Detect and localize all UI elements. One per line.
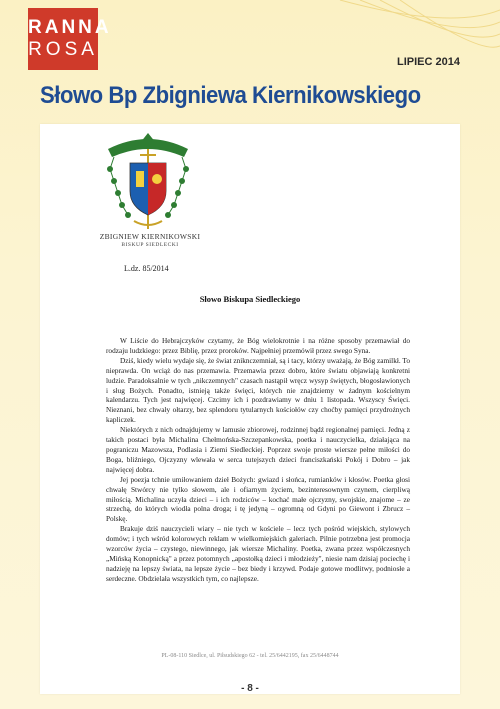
sender-role: BISKUP SIEDLECKI <box>121 242 179 248</box>
letter-body <box>106 336 410 584</box>
letter-paragraph: Dziś, kiedy wielu wydaje się, że świat zniknczemniał, są i tacy, którzy uważają, że Bóg zamilkł. To nieprawda. On wciąż do nas przemawia. Przemawia przez dobro, które światu objawiają konkretni ludzie. Paradoksalnie w tych „nikczemnych" czasach nastąpił wręcz wysyp świętych, błogosławionych i sług Bożych. Ponadto, istnieją także święci, których nie znajdziemy w żadnym kościelnym kalendarzu. Tych jest najwięcej. Czcimy ich i pozdrawiamy w dniu 1 listopada. Wszyscy Święci. Nieznani, bez chwały ołtarzy, bez splendoru tytularnych kościołów czy choćby pamięci przydrożnych kapliczek. <box>106 355 410 425</box>
article-title: Słowo Bp Zbigniewa Kiernikowskiego <box>40 82 421 109</box>
letter-document <box>40 124 460 694</box>
letter-paragraph: Jej poezja tchnie umiłowaniem dzieł Bożych: gwiazd i słońca, rumianków i kłosów. Poetka głosi chwałę Stwórcy nie tylko słowem, ale i ofiarnym życiem, bezinteresownym czynem, cierpliwą miłością. Michalina uczyła dzieci – i ich rodziców – kochać małe ojczyzny, swojskie, znajome – ze strzechą, do których wiodła polna droga; i tę jedyną – ogromną od Gdyni po Giewont i Zbrucz – Polskę. <box>106 474 410 524</box>
logo-line-1: RANNA <box>28 17 112 38</box>
reference-number: L.dz. 85/2014 <box>124 264 169 273</box>
letter-paragraph: Niektórych z nich odnajdujemy w lamusie zbiorowej, rodzinnej bądź regionalnej pamięci. Jedną z takich postaci była Michalina Chełmońska-Szczepankowska, poetka i nauczycielka, działająca na pograniczu Mazowsza, Podlasia i Ziemi Siedleckiej. Poprzez swoje proste wiersze pełne miłości do Boga, bliźniego, Ojczyzny wlewała w serca tutejszych dzieci franciszkański Pokój i Dobro – jak najwięcej dobra. <box>106 425 410 474</box>
letter-heading: Słowo Biskupa Siedleckiego <box>199 294 301 304</box>
letter-footer-address: PL-08-110 Siedlce, ul. Piłsudskiego 62 - tel. 25/6442195, fax 25/6448744 <box>161 653 339 659</box>
page-number: - 8 - <box>241 683 259 694</box>
sender-name: ZBIGNIEW KIERNIKOWSKI <box>99 232 201 241</box>
letter-paragraph: Brakuje dziś nauczycieli wiary – nie tych w kościele – lecz tych pośród wiejskich, stylowych domów; i tych wśród kolorowych reklam w wielkomiejskich galeriach. Pilnie potrzebna jest promocja wzorców życia – czystego, niewinnego, jak wiersze Michaliny. Poetka, zwana przez współczesnych „Mińską Konopnicką" a przez potomnych „apostołką dzieci i młodzieży", niesie nam dzisiaj pociechę i nadzieję na lepszy świata, na lepsze życie – bez biedy i krzywd. Podaje gotowe modlitwy, podniosłe a serdeczne. Obdzielała wszystkich tym, co najlepsze. <box>106 524 410 583</box>
bishop-coat-of-arms-icon <box>100 129 196 237</box>
issue-date: LIPIEC 2014 <box>397 56 460 68</box>
letter-paragraph: W Liście do Hebrajczyków czytamy, że Bóg wielokrotnie i na różne sposoby przemawiał do rodzaju ludzkiego: przez Biblię, przez proroków. Najpełniej przemówił przez swego Syna. <box>106 336 410 355</box>
magazine-logo <box>28 8 112 70</box>
logo-line-2: ROSA <box>28 39 98 60</box>
